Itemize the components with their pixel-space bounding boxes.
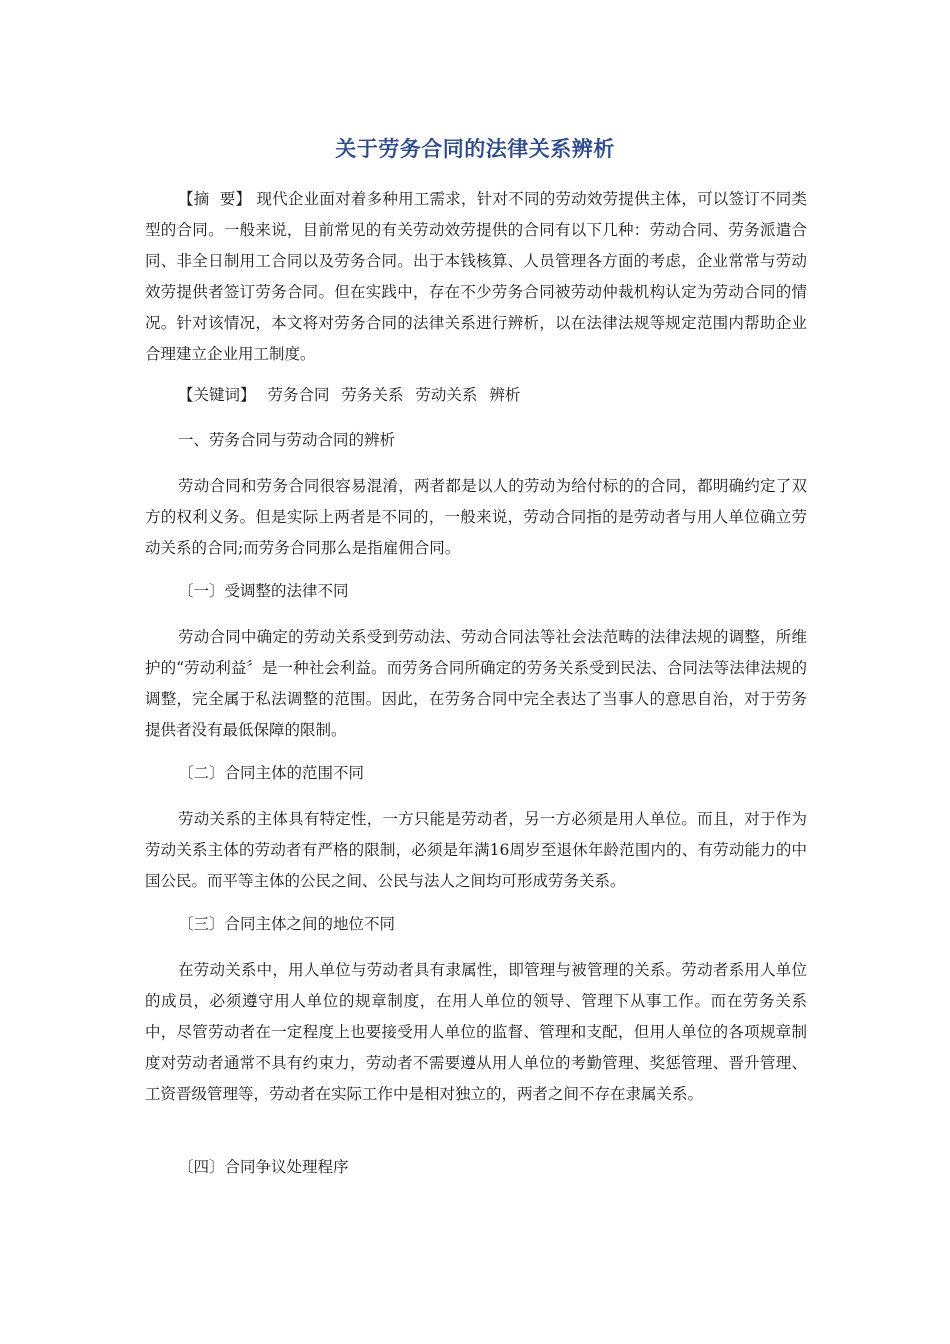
keyword: 辨析	[489, 386, 521, 404]
keyword: 劳务合同	[267, 386, 330, 404]
section1-paragraph: 劳动合同和劳务合同很容易混淆，两者都是以人的劳动为给付标的的合同，都明确约定了双方的权利义务。但是实际上两者是不同的，一般来说，劳动合同指的是劳动者与用人单位确立劳动关系的合同;而劳务合同那么是指雇佣合同。	[145, 477, 807, 557]
abstract-paragraph	[145, 184, 807, 370]
subsection3-paragraph: 在劳动关系中，用人单位与劳动者具有隶属性，即管理与被管理的关系。劳动者系用人单位的成员，必须遵守用人单位的规章制度，在用人单位的领导、管理下从事工作。而在劳务关系中，尽管劳动者在一定程度上也要接受用人单位的监督、管理和支配，但用人单位的各项规章制度对劳动者通常不具有约束力，劳动者不需要遵从用人单位的考勤管理、奖惩管理、晋升管理、工资晋级管理等，劳动者在实际工作中是相对独立的，两者之间不存在隶属关系。	[145, 961, 807, 1103]
document-title: 关于劳务合同的法律关系辨析	[335, 137, 615, 161]
abstract-text: 现代企业面对着多种用工需求，针对不同的劳动效劳提供主体，可以签订不同类型的合同。一般来说，目前常见的有关劳动效劳提供的合同有以下几种：劳动合同、劳务派遣合同、非全日制用工合同以及劳务合同。出于本钱核算、人员管理各方面的考虑，企业常常与劳动效劳提供者签订劳务合同。但在实践中，存在不少劳务合同被劳动仲裁机构认定为劳动合同的情况。针对该情况，本文将对劳务合同的法律关系进行辨析，以在法律法规等规定范围内帮助企业合理建立企业用工制度。	[145, 190, 807, 363]
subsection1-paragraph: 劳动合同中确定的劳动关系受到劳动法、劳动合同法等社会法范畴的法律法规的调整，所维护的“劳动利益〞是一种社会利益。而劳务合同所确定的劳务关系受到民法、合同法等法律法规的调整，完全属于私法调整的范围。因此，在劳务合同中完全表达了当事人的意思自治，对于劳务提供者没有最低保障的限制。	[145, 628, 807, 739]
abstract-label: 【摘 要】	[178, 190, 252, 208]
subsection1-heading: 〔一〕受调整的法律不同	[178, 582, 349, 600]
keyword: 劳动关系	[415, 386, 478, 404]
keywords-line	[178, 380, 527, 411]
keywords-label: 【关键词】	[178, 386, 256, 404]
subsection4-heading: 〔四〕合同争议处理程序	[178, 1158, 349, 1176]
subsection2-heading: 〔二〕合同主体的范围不同	[178, 764, 365, 782]
section1-heading: 一、劳务合同与劳动合同的辨析	[178, 431, 396, 449]
subsection3-heading: 〔三〕合同主体之间的地位不同	[178, 915, 396, 933]
keyword: 劳务关系	[341, 386, 404, 404]
subsection2-paragraph: 劳动关系的主体具有特定性，一方只能是劳动者，另一方必须是用人单位。而且，对于作为劳动关系主体的劳动者有严格的限制，必须是年满16周岁至退休年龄范围内的、有劳动能力的中国公民。而平等主体的公民之间、公民与法人之间均可形成劳务关系。	[145, 810, 807, 890]
